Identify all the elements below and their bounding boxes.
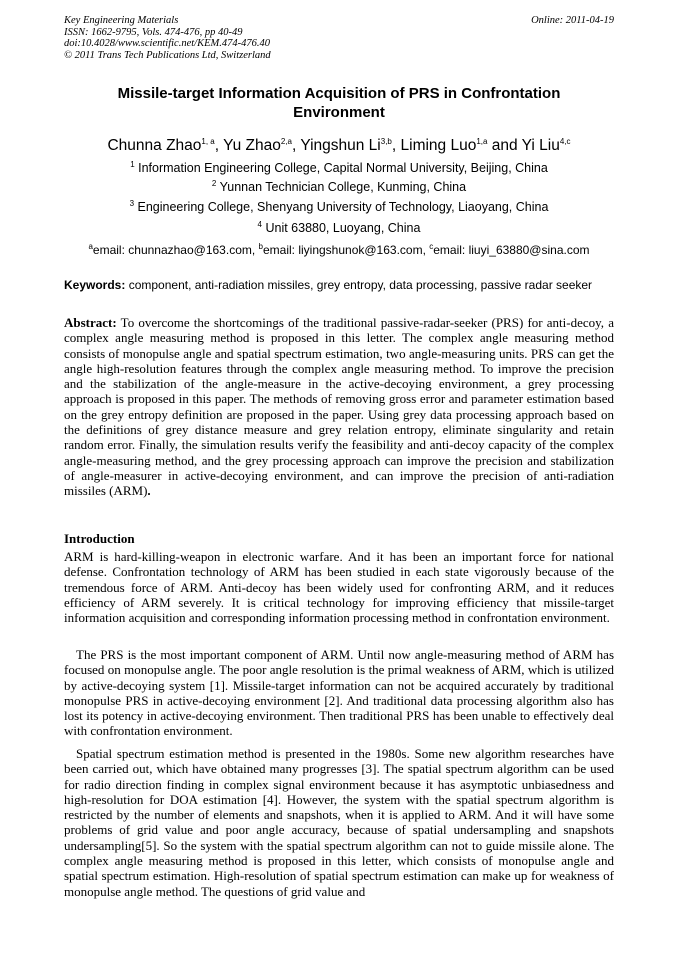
paper-title	[64, 84, 614, 122]
email-link: email: liuyi_63880@sina.com	[433, 243, 590, 257]
abstract: Abstract: To overcome the shortcomings of the traditional passive-radar-seeker (PRS) for anti-decoy, a complex angle measuring method is proposed in this letter. The complex angle measuring method consists of monopulse angle and spatial spectrum estimation, two angle-measuring units. PRS can get the angle high-resolution features through the complex angle measuring method. To improve the precision and the stabilization of the angle-measure in the active-decoying environment, a grey processing approach is proposed in this paper. The methods of removing gross error and parameter estimation based on the grey entropy definition are proposed in the paper. Using grey data processing approach based on the definitions of grey distance measure and grey relation entropy, eliminate singularity and retain random error. Finally, the simulation results verify the feasibility and anti-decoy capacity of the complex angle-measuring method, and the grey processing approach can improve the precision and stabilization of angle-measurer in active-decoying environment, and can improve the precision of anti-radiation missiles (ARM).	[64, 315, 614, 499]
email-link: email: chunnazhao@163.com,	[92, 243, 259, 257]
doi-line: doi:10.4028/www.scientific.net/KEM.474-476.40	[64, 38, 270, 49]
affiliation: $^3$ Engineering College, Shenyang University of Technology, Liaoyang, China	[129, 198, 549, 214]
paragraph: The PRS is the most important component of ARM. Until now angle-measuring method of ARM has focused on monopulse angle. The poor angle resolution is the primal weakness of ARM, which is utilized by active-decoying system [1]. Missile-target information can not be acquired accurately by traditional monopulse PRS in active-decoying environment [2]. And traditional data processing algorithm also has lost its potency in active-decoying environment. Then traditional PRS has been unable to effectively deal with confrontation environment.	[64, 647, 614, 739]
abstract-text: To overcome the shortcomings of the traditional passive-radar-seeker (PRS) for anti-decoy, a complex angle measuring method is proposed in this letter. The complex angle measuring method consists of monopulse angle and spatial spectrum estimation, two angle-measuring units. PRS can get the angle high-resolution features through the complex angle measuring method. To improve the precision and the stabilization of the angle-measure in the active-decoying environment, a grey processing approach is proposed in this paper. The methods of removing gross error and parameter estimation based on the grey entropy definition are proposed in the paper. Using grey data processing approach based on the definitions of grey distance measure and grey relation entropy, eliminate singularity and retain random error. Finally, the simulation results verify the feasibility and anti-decoy capacity of the complex angle-measuring method, and the grey processing approach can improve the precision and stabilization of angle-measurer in active-decoying environment, and can improve the precision of anti-radiation missiles (ARM)	[64, 315, 614, 499]
title-line-2: Environment	[293, 104, 385, 121]
paragraph: ARM is hard-killing-weapon in electronic warfare. And it has been an important force for national defense. Confrontation technology of ARM has been studied in each state vigorously because of the tremendous force of ARM. Anti-decoy has been widely used for confronting ARM, and it reduces efficiency of ARM severely. It is critical technology for improving efficiency that missile-target information acquisition and corresponding information processing method in confrontation environment.	[64, 549, 614, 626]
section-heading: Introduction	[64, 531, 135, 546]
author: Liming Luo$^{1,a}$	[400, 136, 488, 154]
affiliation: $^4$ Unit 63880, Luoyang, China	[257, 219, 421, 235]
keywords-text: component, anti-radiation missiles, grey entropy, data processing, passive radar seeker	[128, 278, 593, 292]
author: Yi Liu$^{4,c}$	[521, 136, 571, 154]
journal-name: Key Engineering Materials	[64, 15, 179, 26]
keywords-label: Keywords:	[64, 278, 126, 292]
author: Chunna Zhao$^{1, a}$	[107, 136, 215, 154]
page-header	[64, 15, 614, 61]
author: Yingshun Li$^{3,b}$	[300, 136, 392, 154]
author-list: Chunna Zhao$^{1, a}$, Yu Zhao$^{2,a}$, Yingshun Li$^{3,b}$, Liming Luo$^{1,a}$ and Yi Liu$^{4,c}$	[107, 136, 571, 154]
online-date: Online: 2011-04-19	[531, 15, 614, 26]
issn-line: ISSN: 1662-9795, Vols. 474-476, pp 40-49	[64, 26, 243, 38]
email-list: $^a$email: chunnazhao@163.com, $^b$email: liyingshunok@163.com, $^c$email: liuyi_63880@sina.com	[88, 242, 590, 257]
author: Yu Zhao$^{2,a}$	[223, 136, 292, 154]
affiliation: $^1$ Information Engineering College, Capital Normal University, Beijing, China	[130, 159, 548, 175]
email-link: email: liyingshunok@163.com,	[262, 243, 430, 257]
affiliation: $^2$ Yunnan Technician College, Kunming, China	[211, 178, 467, 194]
paragraph: Spatial spectrum estimation method is presented in the 1980s. Some new algorithm researches have been carried out, which have obtained many progresses [3]. The spatial spectrum algorithm can be used for radio direction finding in complex signal environment because it has asymptotic unbiasedness and high-resolution for DOA estimation [4]. However, the system with the spatial spectrum algorithm is restricted by the number of elements and snapshots, when it is applied to ARM. And it will have some problems of grid value and poor angle accuracy, because of spatial undersampling and snapshots undersampling[5]. So the system with the spatial spectrum algorithm can not to guide missile alone. The complex angle measuring method is proposed in this letter, which consists of monopulse angle and spatial spectrum estimation. High-resolution of spatial spectrum estimation can make up for weakness of monopulse angle method. The questions of grid value and	[64, 746, 614, 899]
copyright-line: © 2011 Trans Tech Publications Ltd, Switzerland	[64, 49, 271, 61]
keywords	[64, 278, 614, 292]
abstract-label: Abstract:	[64, 315, 117, 330]
title-line-1: Missile-target Information Acquisition of PRS in Confrontation	[117, 85, 561, 102]
